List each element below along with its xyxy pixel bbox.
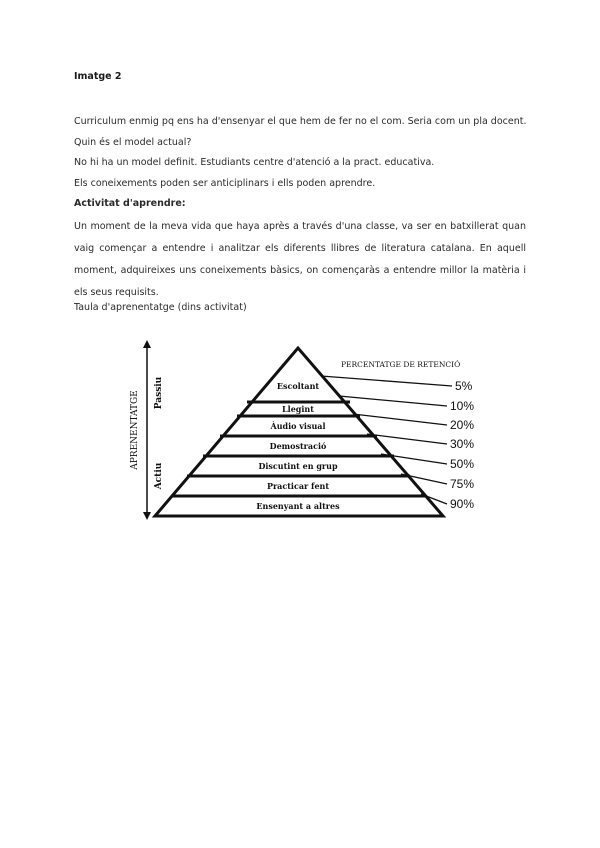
arrow-head-down-icon — [143, 512, 151, 520]
text-line-model: No hi ha un model definit. Estudiants centre d'atenció a la pract. educativa. — [74, 157, 435, 168]
percent-practice: 75% — [450, 477, 475, 491]
text-line-question: Quin és el model actual? — [74, 137, 192, 148]
level-label-practice: Practicar fent — [266, 481, 330, 491]
passive-label: Passiu — [154, 376, 164, 410]
level-label-audiovisual: Àudio visual — [270, 421, 326, 431]
activity-subheading: Activitat d'aprendre: — [74, 198, 186, 209]
percent-listening: 5% — [455, 379, 473, 393]
learning-axis-label: APRENENTATGE — [130, 390, 140, 470]
level-label-demonstration: Demostració — [269, 441, 327, 451]
arrow-head-up-icon — [143, 340, 151, 348]
active-label: Actiu — [154, 462, 164, 490]
level-label-listening: Escoltant — [276, 381, 320, 391]
activity-paragraph: Un moment de la meva vida que haya après a través d'una classe, va ser en batxillerat quan vaig començar a entendre i analitzar els diferents llibres de literatura catalana. En aquell moment, adquireixes uns coneixements bàsics, on començaràs a entendre millor la matèria i els seus requisits. — [74, 221, 526, 298]
percent-teaching: 90% — [450, 497, 475, 511]
level-label-reading: Llegint — [282, 404, 314, 414]
figure-caption: Taula d'aprenentatge (dins activitat) — [74, 302, 247, 313]
level-label-teaching: Ensenyant a altres — [256, 501, 340, 511]
percent-audiovisual: 20% — [450, 418, 475, 432]
text-line-knowledge: Els coneixements poden ser anticiplinars i ells poden aprendre. — [74, 178, 376, 189]
retention-header: PERCENTATGE DE RETENCIÓ — [341, 360, 461, 369]
text-line-curriculum: Curriculum enmig pq ens ha d'ensenyar el que hem de fer no el com. Seria com un pla docent. — [74, 116, 527, 127]
percent-demonstration: 30% — [450, 437, 475, 451]
percent-discussion: 50% — [450, 457, 475, 471]
percent-reading: 10% — [450, 399, 475, 413]
image-heading: Imatge 2 — [74, 71, 122, 82]
learning-pyramid-figure — [125, 338, 495, 523]
level-label-discussion: Discutint en grup — [258, 461, 338, 471]
